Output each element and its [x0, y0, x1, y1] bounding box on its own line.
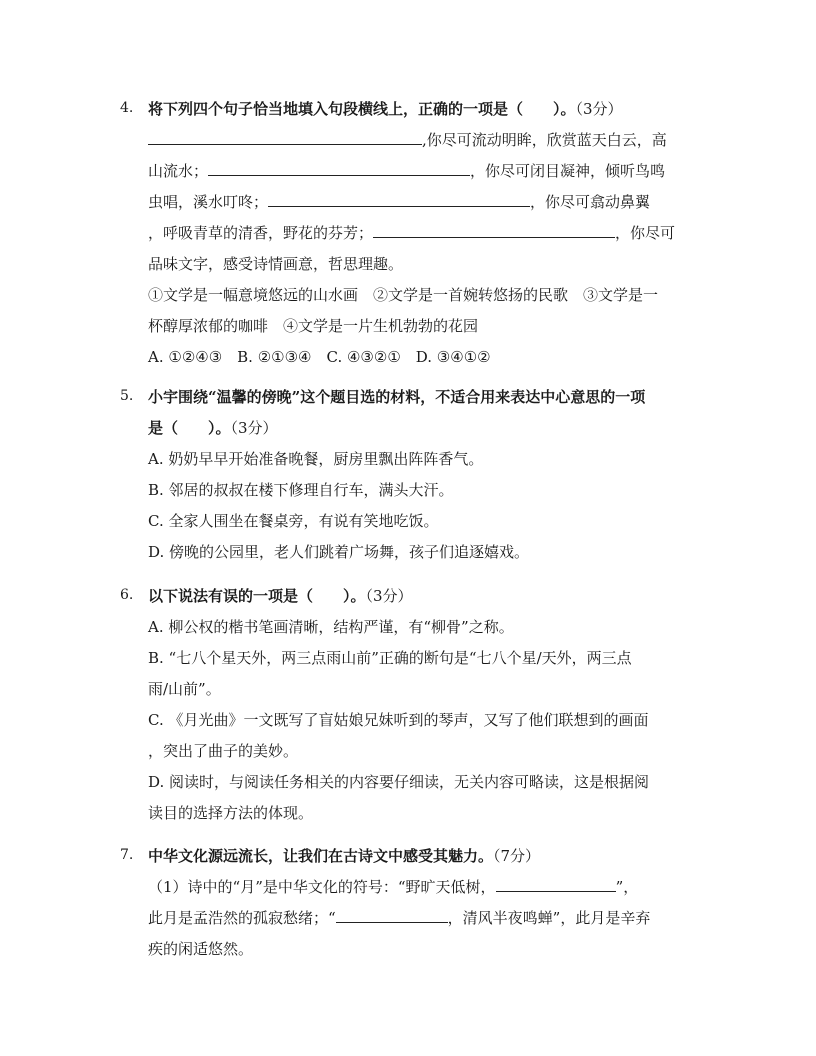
question-stem — [148, 585, 413, 606]
option-c: C. 《月光曲》一文既写了盲姑娘兄妹听到的琴声，又写了他们联想到的画面 — [148, 711, 649, 729]
answer-blank[interactable] — [148, 130, 422, 145]
passage-line: 品味文字，感受诗情画意，哲思理趣。 — [148, 255, 404, 273]
passage-line — [148, 160, 665, 181]
question-number: 7. — [120, 847, 134, 863]
option-c: C. 全家人围坐在餐桌旁，有说有笑地吃饭。 — [148, 512, 439, 530]
sentence-options-line: 杯醇厚浓郁的咖啡 ④文学是一片生机勃勃的花园 — [148, 317, 479, 335]
passage-text: 虫唱，溪水叮咚； — [148, 193, 269, 211]
question-stem — [148, 98, 623, 119]
option-a: A. 奶奶早早开始准备晚餐，厨房里飘出阵阵香气。 — [148, 450, 484, 468]
answer-blank[interactable] — [268, 192, 530, 207]
answer-blank[interactable] — [208, 161, 470, 176]
question-stem — [148, 845, 540, 866]
question-number: 4. — [120, 100, 134, 116]
subquestion-text: （1）诗中的“月”是中华文化的符号：“野旷天低树， — [148, 878, 496, 896]
question-number: 6. — [120, 587, 134, 603]
passage-text: ，你尽可 — [615, 224, 676, 242]
passage-text: ，呼吸青草的清香，野花的芬芳； — [148, 224, 374, 242]
sentence-options-line: ①文学是一幅意境悠远的山水画 ②文学是一首婉转悠扬的民歌 ③文学是一 — [148, 286, 659, 304]
option-c-cont: ，突出了曲子的美妙。 — [148, 742, 299, 760]
stem-text: 中华文化源远流长，让我们在古诗文中感受其魅力。 — [148, 847, 494, 865]
option-d-cont: 读目的选择方法的体现。 — [148, 804, 314, 822]
points-label: （3分） — [365, 587, 413, 605]
subquestion-text: 此月是孟浩然的孤寂愁绪；“ — [148, 909, 336, 927]
subquestion-1-cont: 疾的闲适悠然。 — [148, 940, 254, 958]
answer-blank[interactable] — [496, 877, 616, 892]
answer-blank[interactable] — [336, 908, 448, 923]
subquestion-text: ，清风半夜鸣蝉”，此月是辛弃 — [447, 909, 651, 927]
stem-text: 将下列四个句子恰当地填入句段横线上，正确的一项是（ ）。 — [148, 100, 576, 118]
passage-line — [148, 129, 667, 150]
answer-options: A. ①②④③ B. ②①③④ C. ④③②① D. ③④①② — [148, 348, 491, 366]
passage-text: ,你尽可流动明眸，欣赏蓝天白云，高 — [422, 131, 667, 149]
question-stem: 小宇围绕“温馨的傍晚”这个题目选的材料，不适合用来表达中心意思的一项 — [148, 388, 646, 406]
option-d: D. 傍晚的公园里，老人们跳着广场舞，孩子们追逐嬉戏。 — [148, 543, 530, 561]
question-stem — [148, 417, 278, 438]
points-label: （3分） — [230, 419, 278, 437]
points-label: （3分） — [575, 100, 623, 118]
subquestion-1-cont — [148, 907, 650, 928]
answer-blank[interactable] — [373, 223, 615, 238]
points-label: （7分） — [493, 847, 541, 865]
stem-text: 以下说法有误的一项是（ ）。 — [148, 587, 366, 605]
subquestion-1 — [148, 876, 638, 897]
passage-text: ，你尽可翕动鼻翼 — [530, 193, 651, 211]
passage-line — [148, 191, 650, 212]
stem-text: 是（ ）。 — [148, 419, 231, 437]
option-b: B. “七八个星天外，两三点雨山前”正确的断句是“七八个星/天外，两三点 — [148, 649, 632, 667]
option-b-cont: 雨/山前”。 — [148, 680, 221, 698]
option-b: B. 邻居的叔叔在楼下修理自行车，满头大汗。 — [148, 481, 454, 499]
subquestion-text: ”， — [615, 878, 639, 896]
option-d: D. 阅读时，与阅读任务相关的内容要仔细读，无关内容可略读，这是根据阅 — [148, 773, 650, 791]
passage-text: 山流水； — [148, 162, 209, 180]
option-a: A. 柳公权的楷书笔画清晰，结构严谨，有“柳骨”之称。 — [148, 618, 514, 636]
question-number: 5. — [120, 388, 134, 404]
passage-text: ，你尽可闭目凝神，倾听鸟鸣 — [470, 162, 666, 180]
passage-line — [148, 222, 675, 243]
